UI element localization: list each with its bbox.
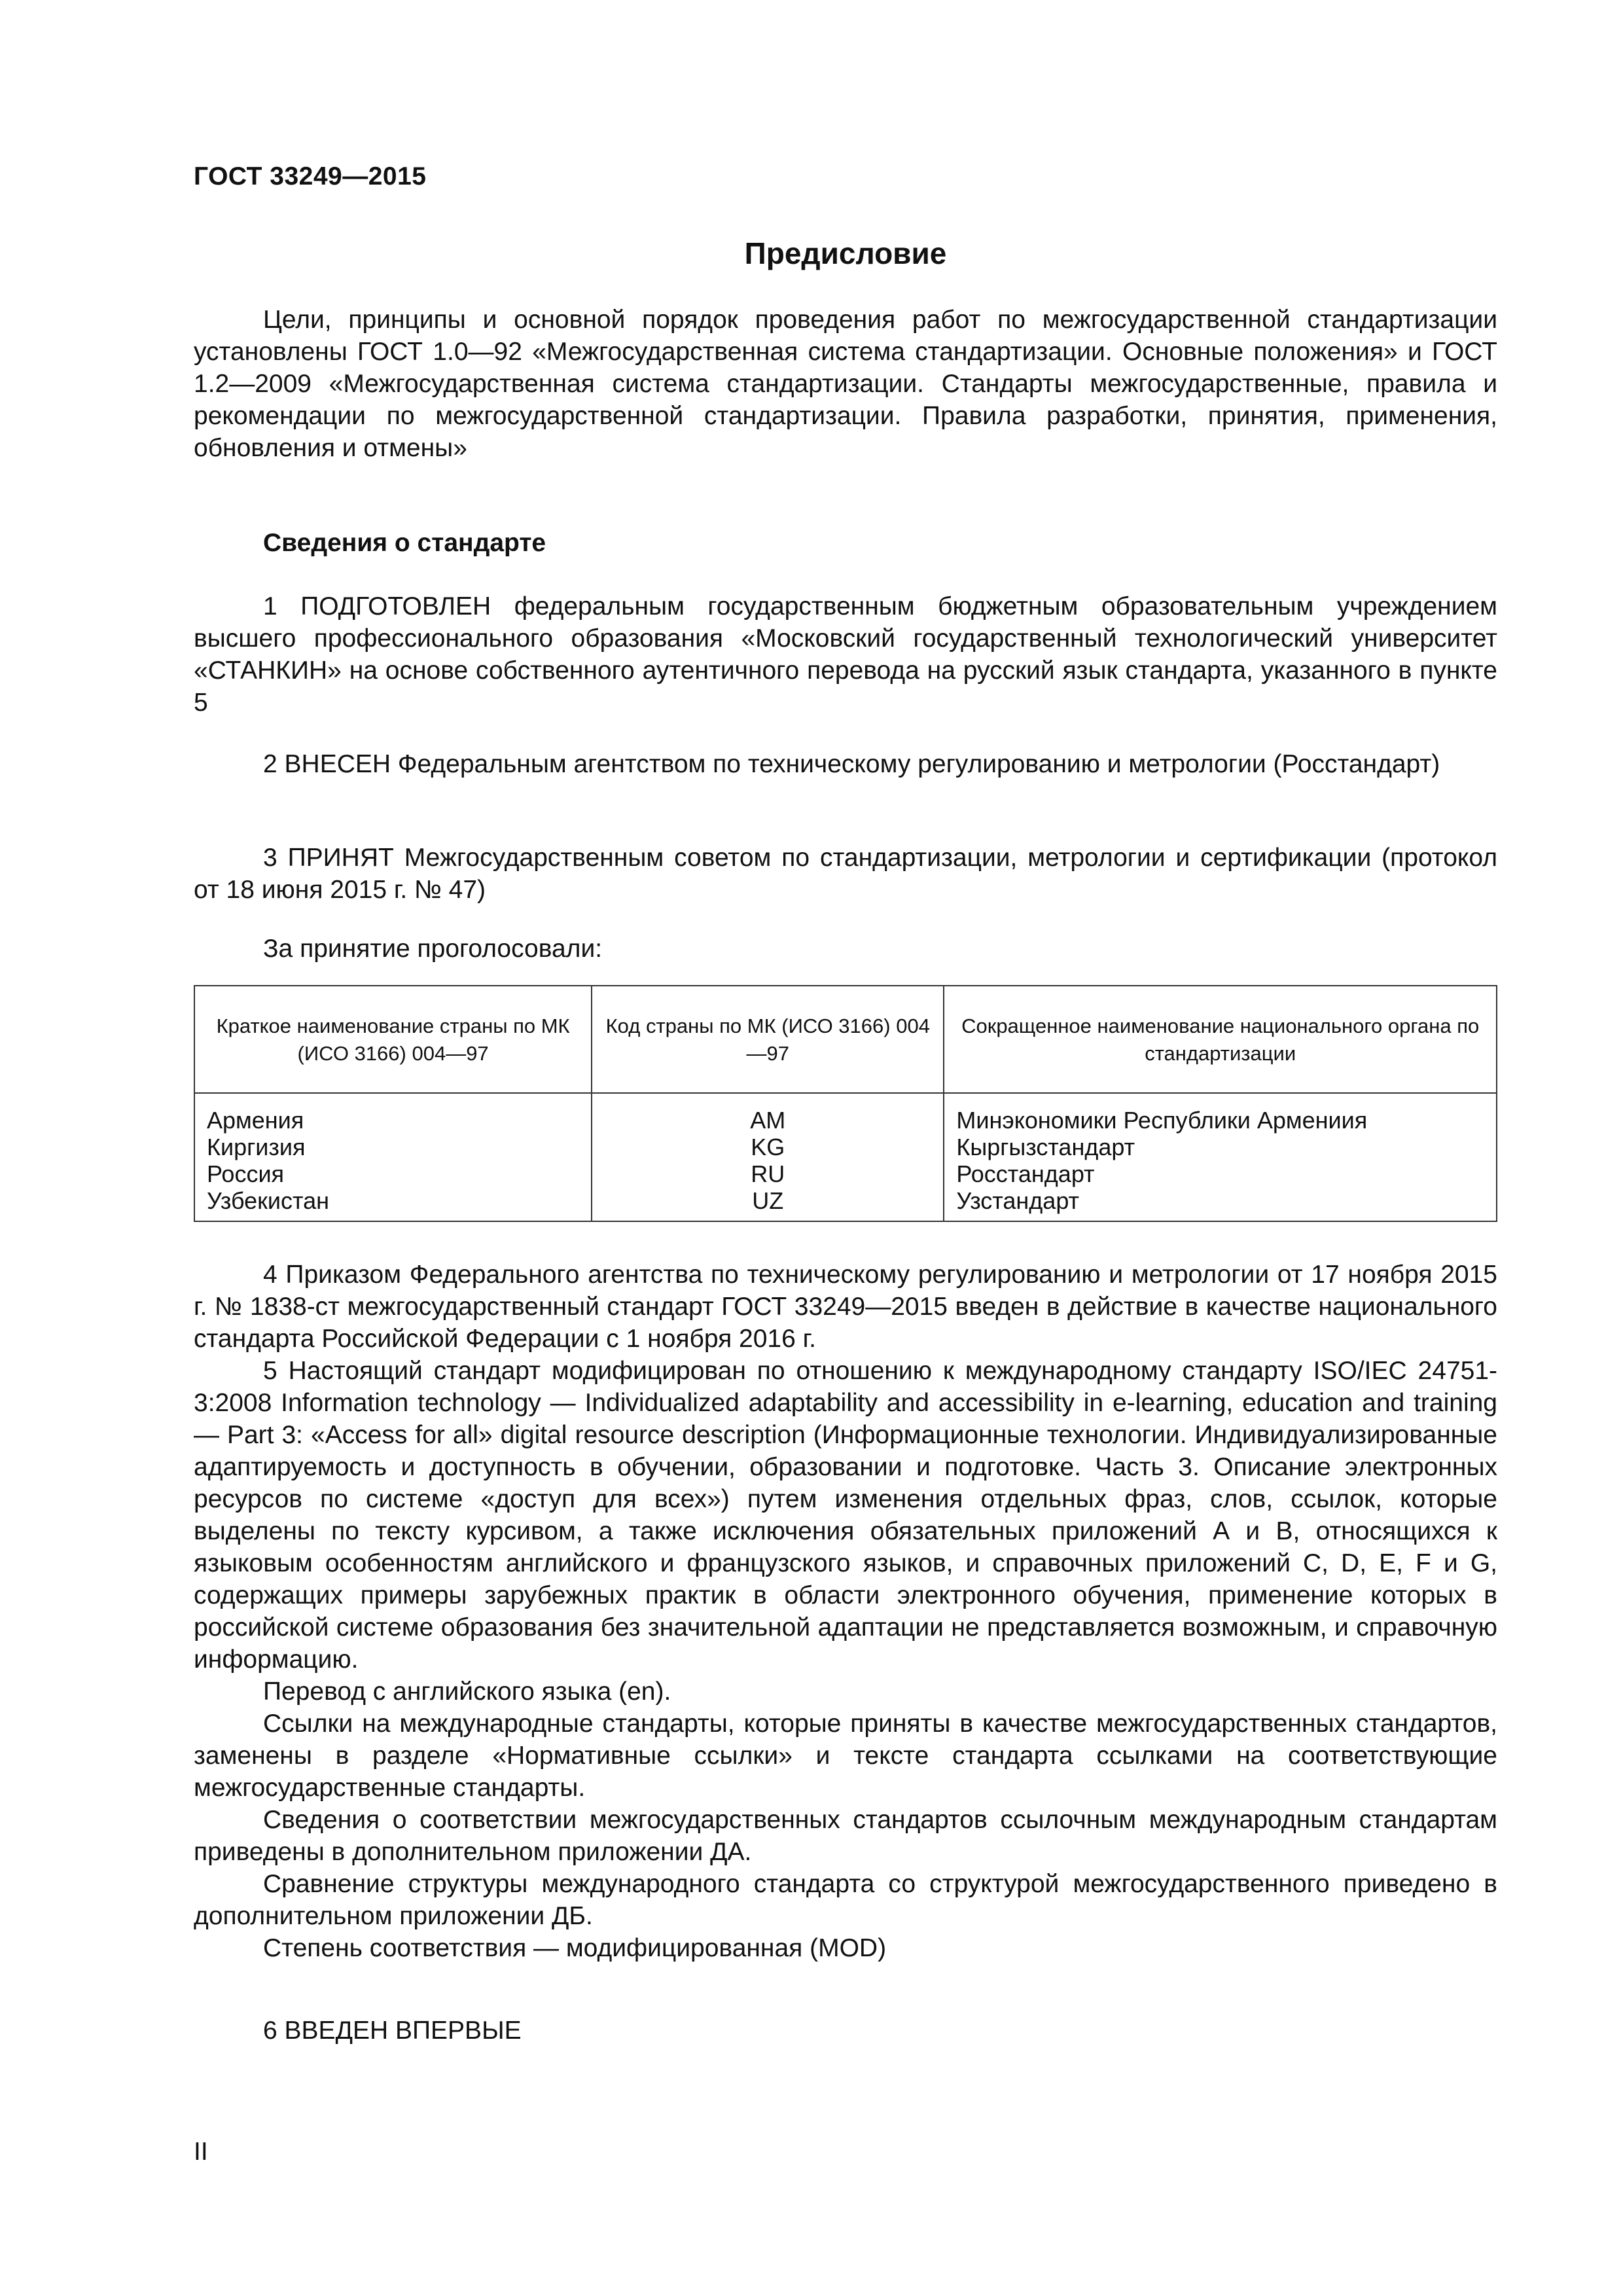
item-5-references: Ссылки на международные стандарты, которые приняты в качестве межгосударственных стандартов, заменены в разделе «Нормативные ссылки» и тексте стандарта ссылками на соответствующие межгосударственные стандарты. xyxy=(194,1710,1497,1802)
preface-paragraph: Цели, принципы и основной порядок проведения работ по межгосударственной стандартизации установлены ГОСТ 1.0—92 «Межгосударственная система стандартизации. Основные положения» и ГОСТ 1.2—2009 «Межгосударственная система стандартизации. Стандарты межгосударственные, правила и рекомендации по межгосударственной стандартизации. Правила разработки, принятия, применения, обновления и отмены» xyxy=(194,306,1497,462)
table-cell-body: Кыргызстандарт xyxy=(956,1134,1135,1160)
item-4-5-block xyxy=(194,1259,1497,1964)
table-header-country: Краткое наименование страны по МК (ИСО 3166) 004—97 xyxy=(194,986,592,1093)
member-states-table xyxy=(194,985,1497,1222)
item-2-paragraph: 2 ВНЕСЕН Федеральным агентством по техническому регулированию и метрологии (Росстандарт) xyxy=(263,750,1440,778)
section-heading: Сведения о стандарте xyxy=(263,529,546,557)
document-code: ГОСТ 33249—2015 xyxy=(194,162,427,190)
table-header-body: Сокращенное наименование национального органа по стандартизации xyxy=(944,986,1497,1093)
table-cell-country: Армения xyxy=(207,1107,304,1134)
table-header-code: Код страны по МК (ИСО 3166) 004—97 xyxy=(592,986,944,1093)
item-3-paragraph: 3 ПРИНЯТ Межгосударственным советом по стандартизации, метрологии и сертификации (протокол от 18 июня 2015 г. № 47) xyxy=(194,844,1497,904)
table-header-row xyxy=(194,986,1497,1093)
page-title: Предисловие xyxy=(744,236,947,270)
item-5-paragraph: 5 Настоящий стандарт модифицирован по отношению к международному стандарту ISO/IEC 24751-3:2008 Information technology — Individualized adaptability and accessibility in e-learning, education and training — Part 3: «Access for all» digital resource description (Информационные технологии. Индивидуализированные адаптируемость и доступность в обучении, образовании и подготовке. Часть 3. Описание электронных ресурсов по системе «доступ для всех») путем изменения отдельных фраз, слов, ссылок, которые выделены по тексту курсивом, а также исключения обязательных приложений А и В, относящихся к языковым особенностям английского и французского языков, и справочных приложений C, D, E, F и G, содержащих примеры зарубежных практик в области электронного обучения, применение которых в российской системе образования без значительной адаптации не представляется возможным, и справочную информацию. xyxy=(194,1357,1497,1674)
table-cell-body: Росстандарт xyxy=(956,1160,1095,1187)
item-5-comparison: Сравнение структуры международного стандарта со структурой межгосударственного приведено в дополнительном приложении ДБ. xyxy=(194,1870,1497,1930)
voted-label: За принятие проголосовали: xyxy=(263,935,603,963)
table-cell-country: Узбекистан xyxy=(207,1187,330,1214)
table-row xyxy=(194,1093,1497,1221)
item-5-degree: Степень соответствия — модифицированная (MOD) xyxy=(263,1934,887,1962)
preface-paragraph-block xyxy=(194,304,1497,464)
item-3-block xyxy=(194,842,1497,906)
country-column xyxy=(194,1093,592,1221)
item-1-paragraph: 1 ПОДГОТОВЛЕН федеральным государственным бюджетным образовательным учреждением высшего профессионального образования «Московский государственный технологический университет «СТАНКИН» на основе собственного аутентичного перевода на русский язык стандарта, указанного в пункте 5 xyxy=(194,592,1497,717)
page-number: II xyxy=(194,2138,208,2166)
table-cell-code: KG xyxy=(751,1134,785,1160)
item-1-block xyxy=(194,590,1497,719)
table-cell-code: RU xyxy=(751,1160,785,1187)
table-cell-country: Россия xyxy=(207,1160,285,1187)
body-column xyxy=(944,1093,1497,1221)
table-cell-code: AM xyxy=(750,1107,786,1134)
table-cell-country: Киргизия xyxy=(207,1134,306,1160)
table-cell-body: Минэкономики Республики Армениия xyxy=(956,1107,1368,1134)
item-2-block xyxy=(194,748,1497,780)
table-cell-code: UZ xyxy=(752,1187,784,1214)
item-5-translation: Перевод с английского языка (en). xyxy=(263,1677,671,1706)
code-column xyxy=(592,1093,944,1221)
item-4-paragraph: 4 Приказом Федерального агентства по техническому регулированию и метрологии от 17 ноября 2015 г. № 1838-ст межгосударственный стандарт ГОСТ 33249—2015 введен в действие в качестве национального стандарта Российской Федерации с 1 ноября 2016 г. xyxy=(194,1261,1497,1353)
table-cell-body: Узстандарт xyxy=(956,1187,1080,1214)
item-6-paragraph: 6 ВВЕДЕН ВПЕРВЫЕ xyxy=(263,2017,522,2045)
item-5-correspondence: Сведения о соответствии межгосударственных стандартов ссылочным международным стандартам приведены в дополнительном приложении ДА. xyxy=(194,1806,1497,1866)
